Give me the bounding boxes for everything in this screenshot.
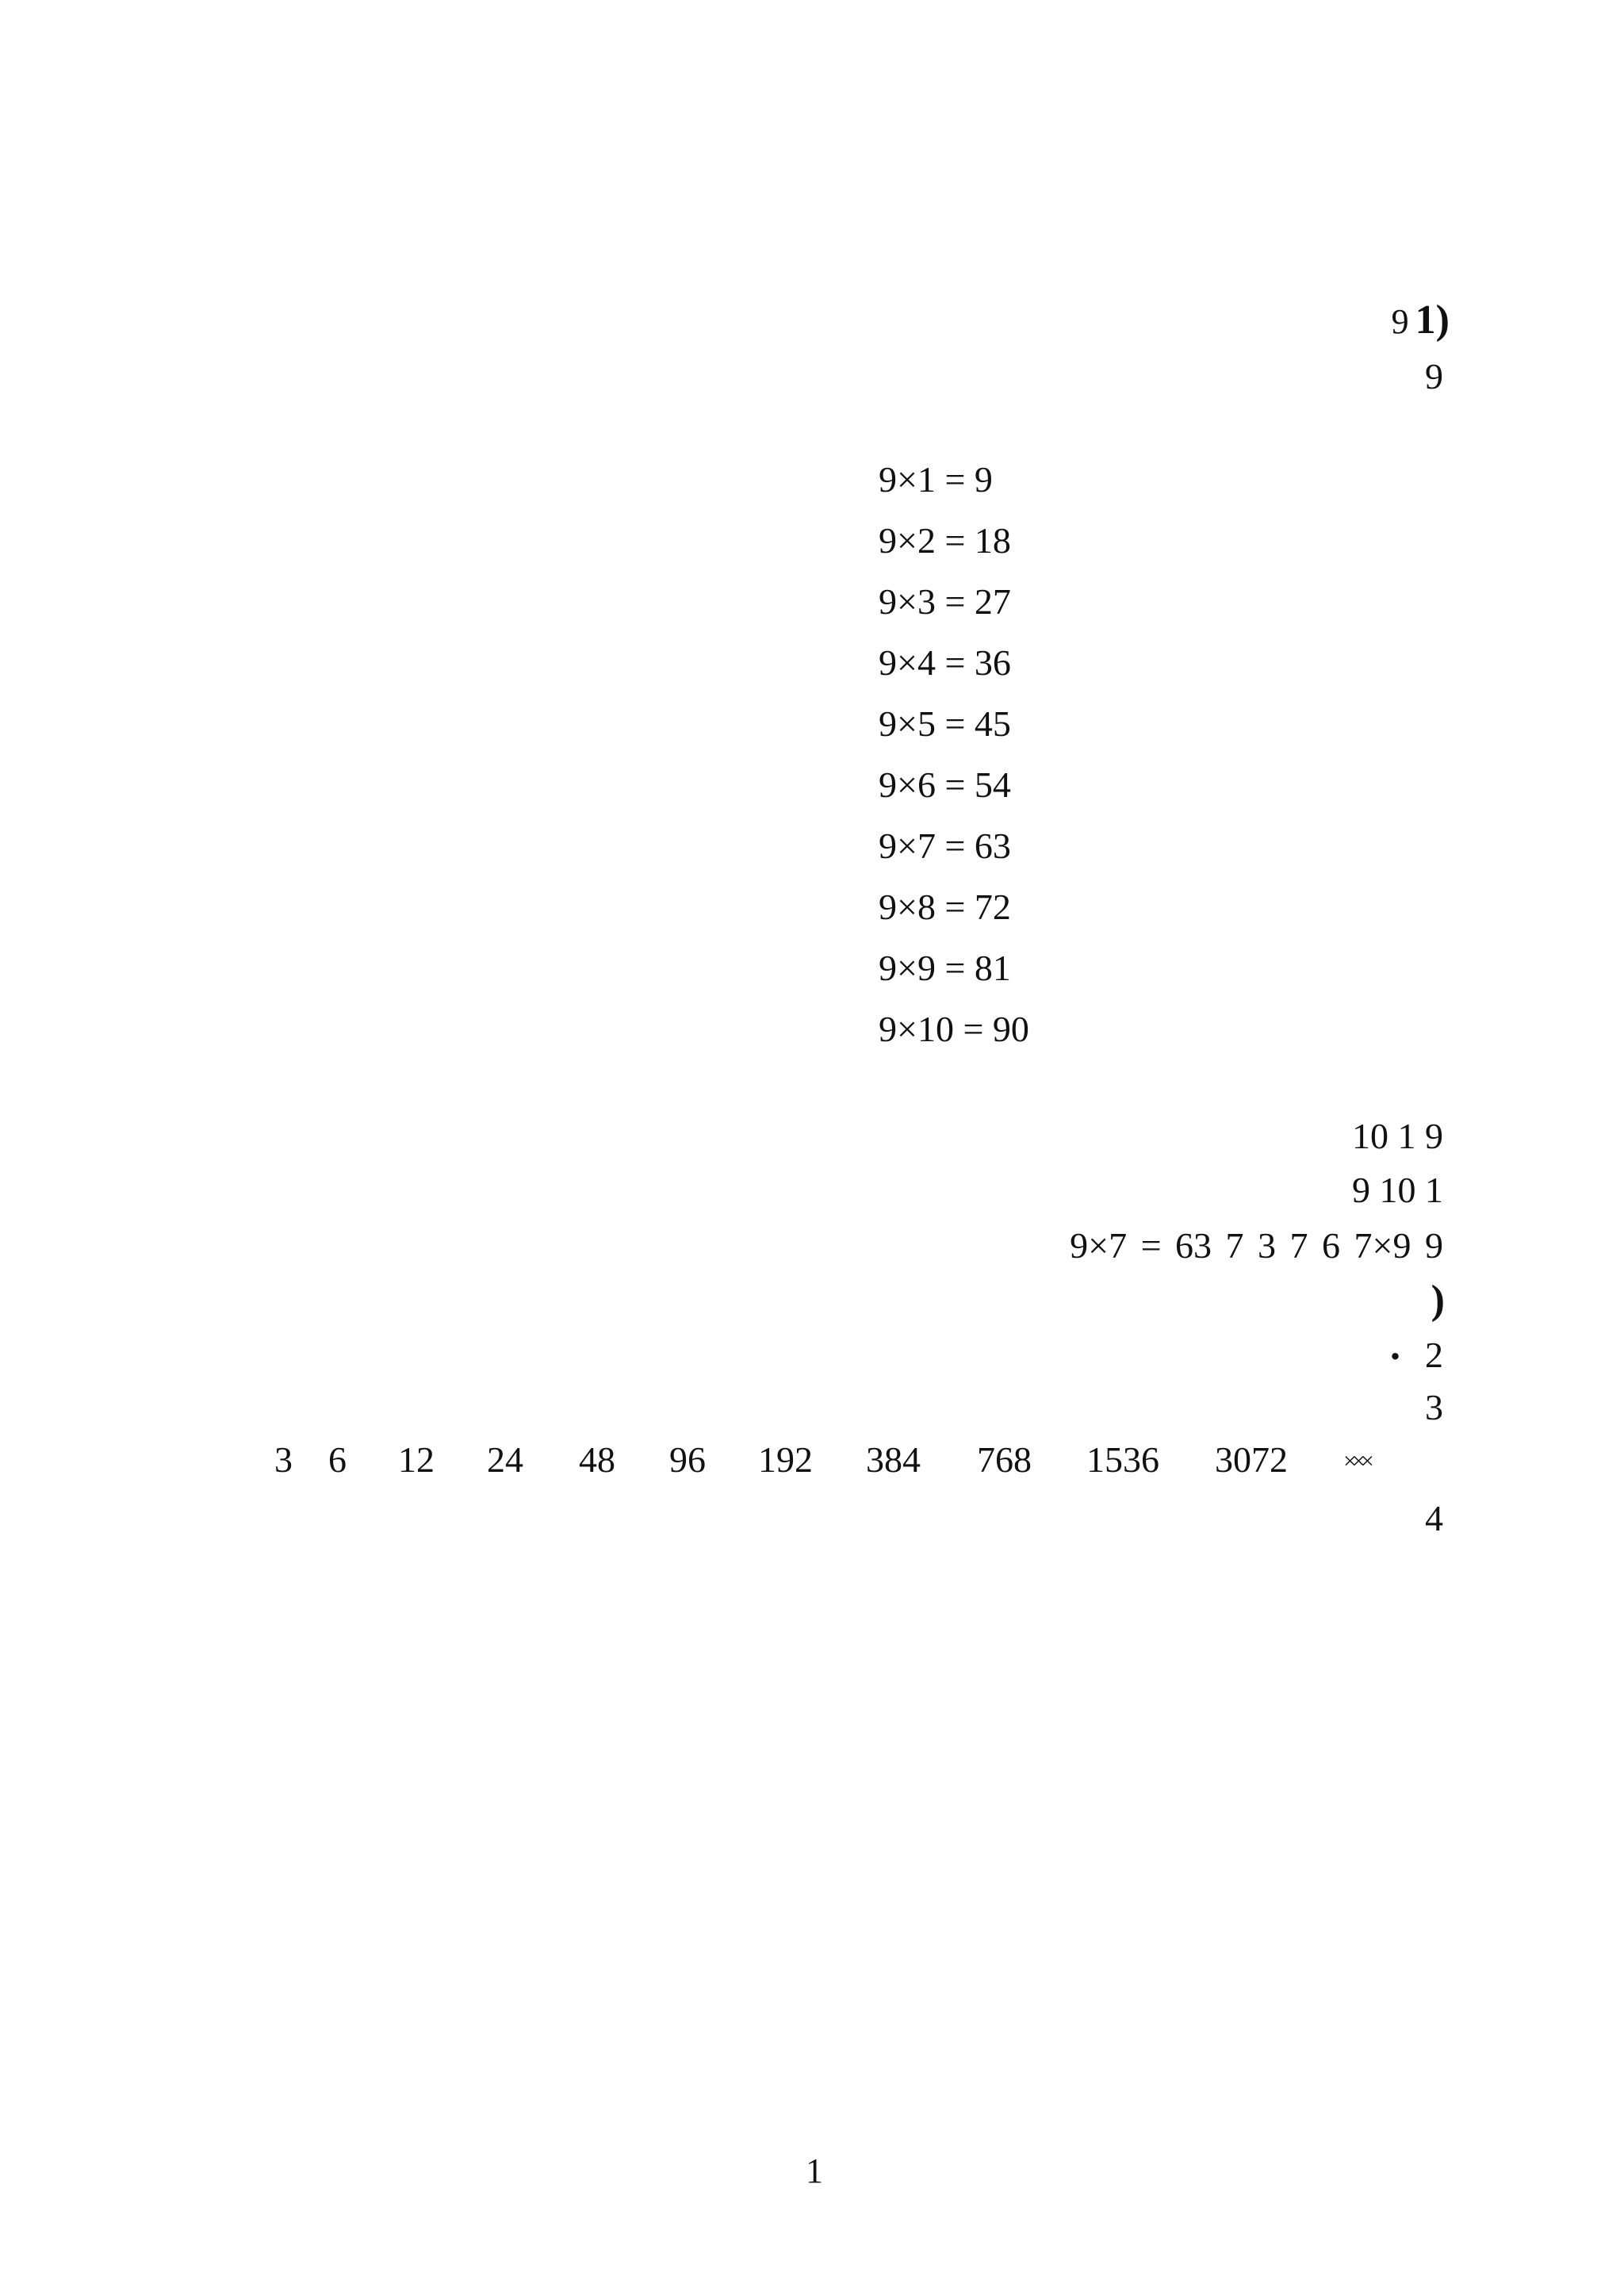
- section-heading: [1391, 297, 1450, 343]
- sequence-value: 1536: [1086, 1439, 1159, 1480]
- table-row: 9×8 = 72: [879, 887, 1011, 927]
- sequence-value: 384: [866, 1439, 921, 1480]
- sequence-value: 192: [758, 1439, 813, 1480]
- table-row: 9×9 = 81: [879, 948, 1011, 988]
- note-line: 10 1 9: [1352, 1116, 1443, 1156]
- sequence-value: 3: [274, 1439, 293, 1480]
- sequence-value: 48: [579, 1439, 615, 1480]
- table-row: 9×10 = 90: [879, 1009, 1029, 1049]
- multiplication-table: [879, 459, 1029, 1072]
- heading-title: 1): [1415, 297, 1450, 343]
- sequence-value: 96: [669, 1439, 706, 1480]
- item-number: 2: [1425, 1335, 1443, 1375]
- note-line: 9 10 1: [1352, 1170, 1443, 1210]
- page-number: 1: [806, 2151, 823, 2190]
- sequence-value: 3072: [1215, 1439, 1288, 1480]
- sub-number: 9: [1425, 356, 1443, 397]
- sequence-value: 12: [398, 1439, 435, 1480]
- sequence-value: 768: [977, 1439, 1032, 1480]
- doubling-sequence: [0, 1439, 1624, 1481]
- table-row: 9×1 = 9: [879, 459, 993, 500]
- closing-paren: ): [1431, 1278, 1445, 1323]
- table-row: 9×2 = 18: [879, 520, 1011, 561]
- multiplication-marks: ×××: [1343, 1448, 1369, 1474]
- heading-prefix: 9: [1391, 302, 1409, 341]
- table-row: 9×3 = 27: [879, 581, 1011, 622]
- item-number: 4: [1425, 1498, 1443, 1538]
- note-line: 9×7 = 63 7 3 7 6 7×9 9: [1070, 1225, 1443, 1266]
- table-row: 9×4 = 36: [879, 642, 1011, 683]
- sequence-value: 6: [328, 1439, 347, 1480]
- bullet-dot: .: [1390, 1324, 1400, 1369]
- table-row: 9×6 = 54: [879, 764, 1011, 805]
- item-number: 3: [1425, 1387, 1443, 1427]
- sequence-value: 24: [487, 1439, 523, 1480]
- table-row: 9×7 = 63: [879, 826, 1011, 866]
- table-row: 9×5 = 45: [879, 703, 1011, 744]
